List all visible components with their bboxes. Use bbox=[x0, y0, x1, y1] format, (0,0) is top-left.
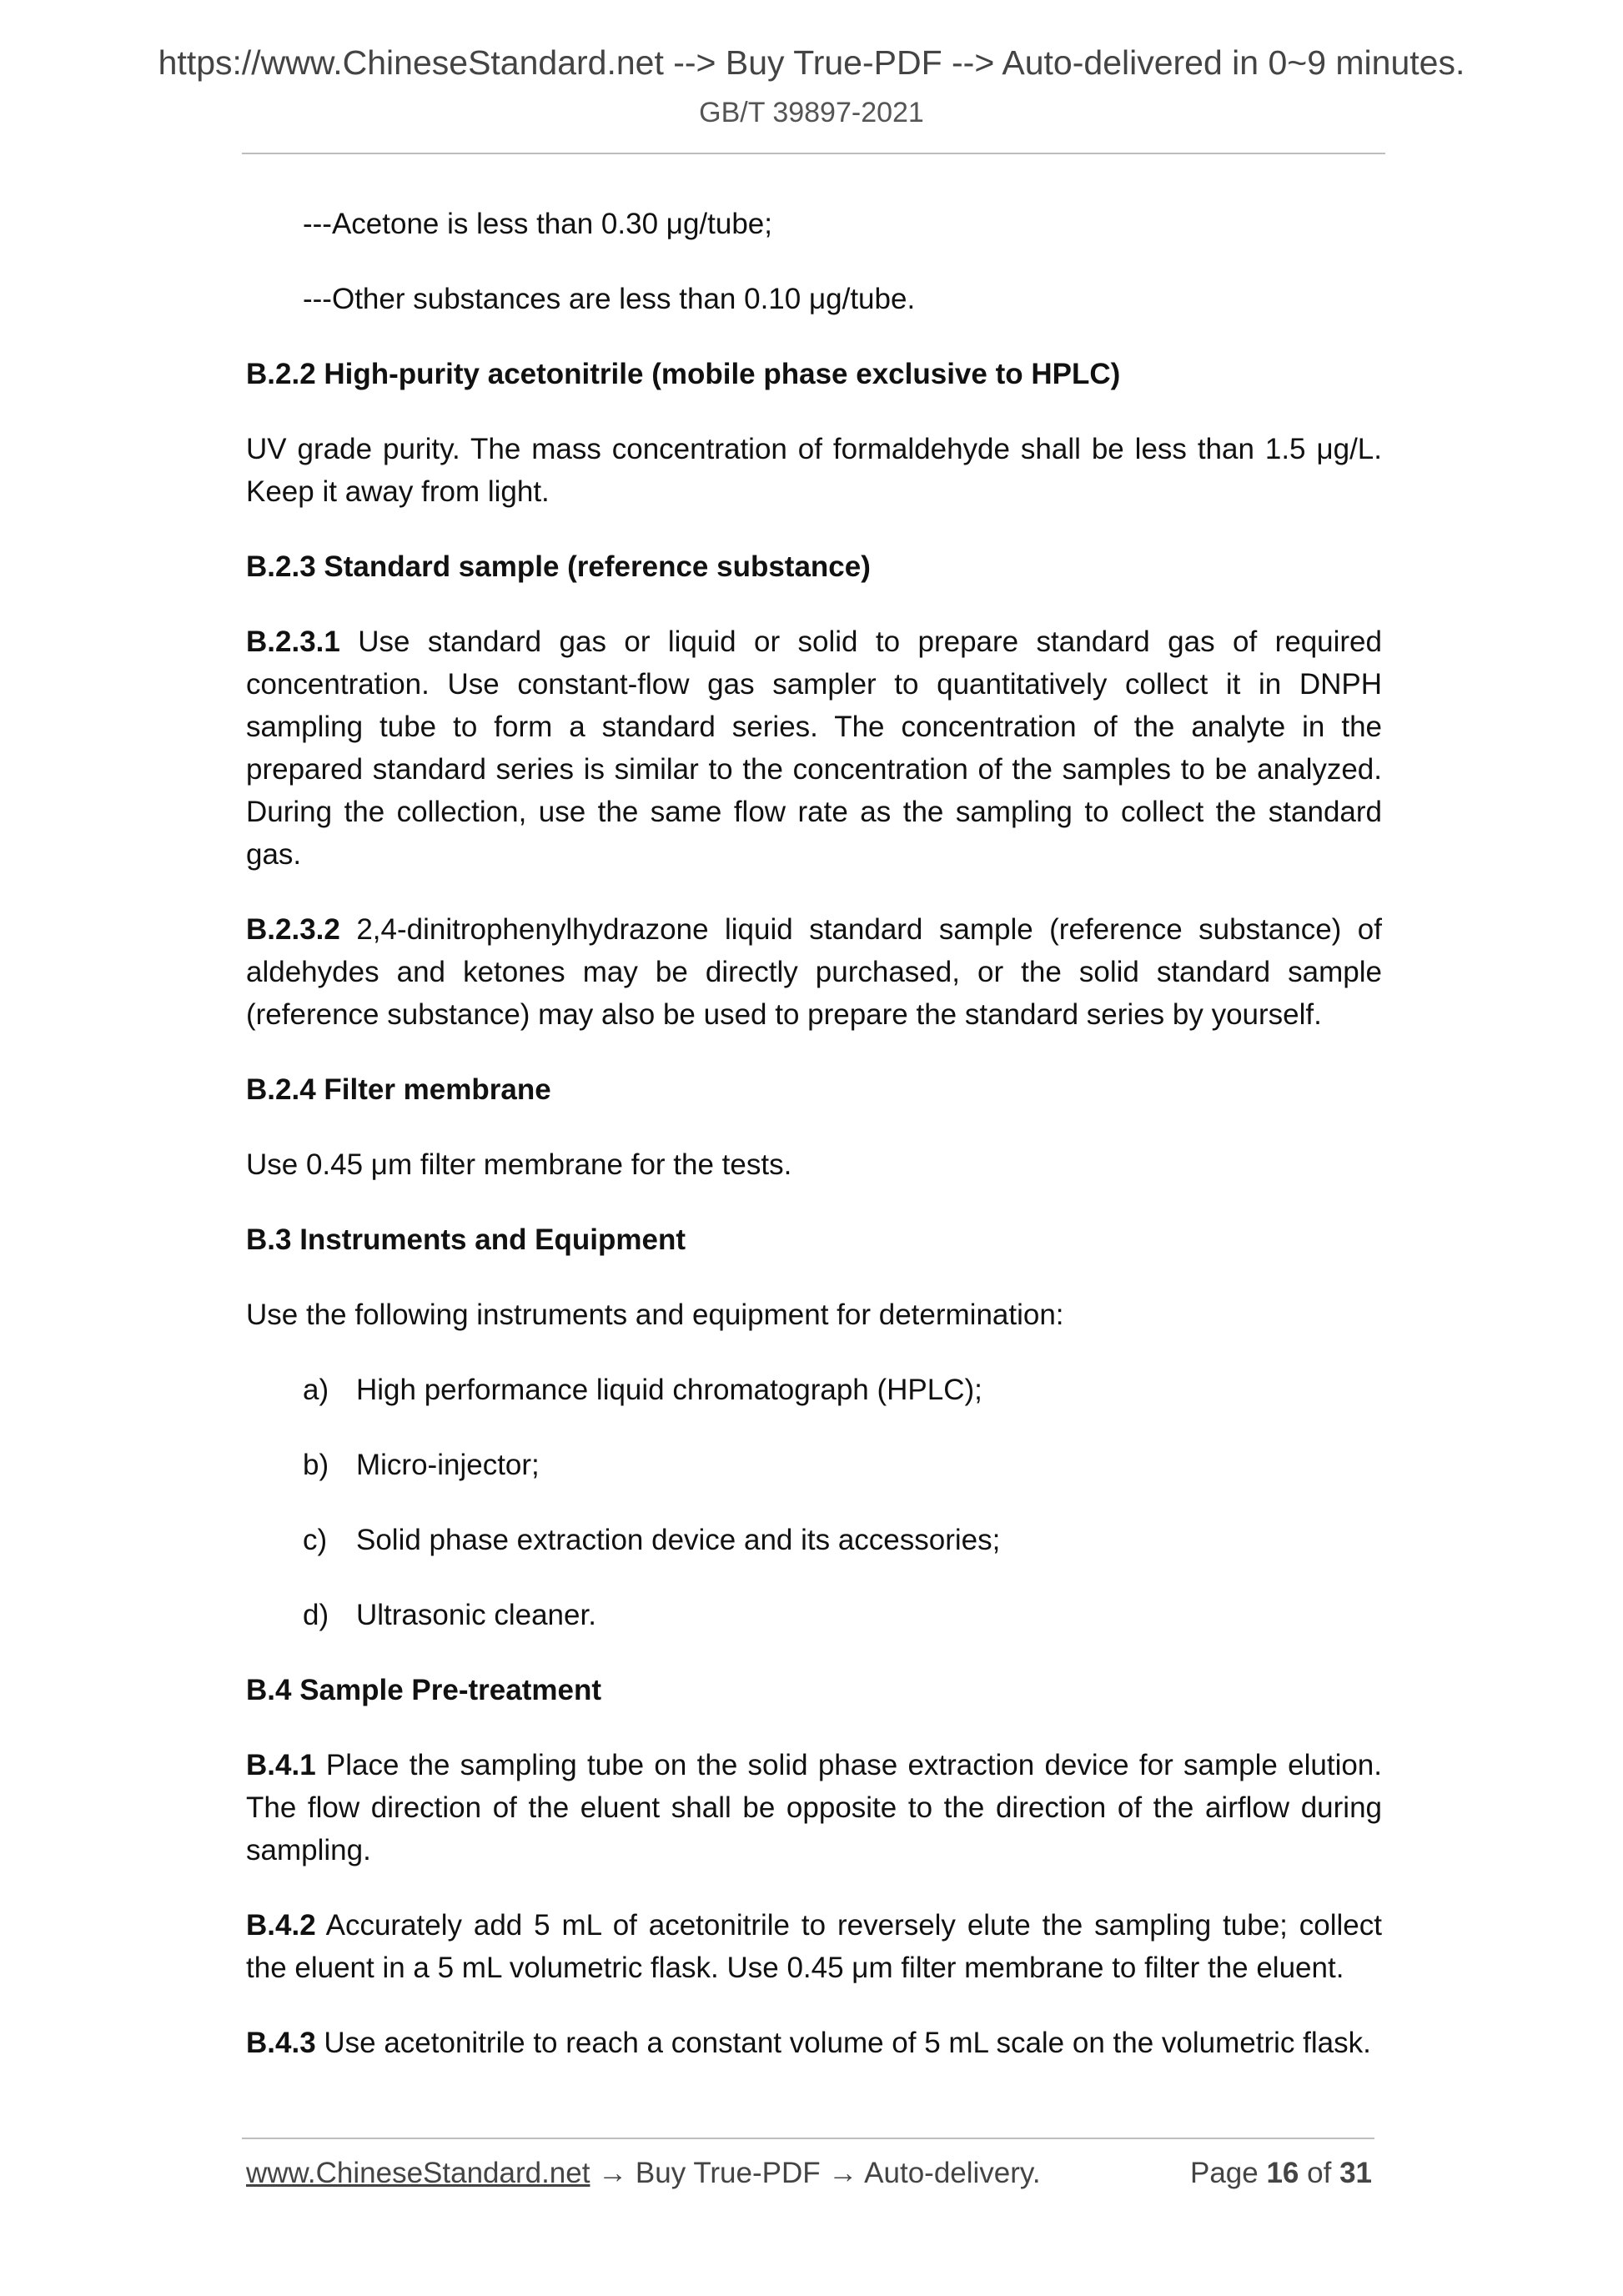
equipment-list bbox=[246, 1369, 1382, 1636]
page-footer bbox=[246, 2153, 1382, 2194]
acetone-limit-line: ---Acetone is less than 0.30 μg/tube; bbox=[303, 208, 772, 240]
clause-number: B.4.3 bbox=[246, 2027, 316, 2059]
clause-number: B.2.3.2 bbox=[246, 913, 340, 946]
footer-divider bbox=[242, 2138, 1374, 2139]
current-page: 16 bbox=[1266, 2157, 1299, 2189]
of-word: of bbox=[1307, 2157, 1332, 2189]
paragraph-b41 bbox=[246, 1744, 1382, 1871]
document-code: GB/T 39897-2021 bbox=[699, 97, 924, 128]
paragraph-b42 bbox=[246, 1904, 1382, 1989]
paragraph-b24: Use 0.45 μm filter membrane for the tests. bbox=[246, 1148, 792, 1181]
list-item bbox=[246, 1444, 1382, 1486]
list-item-text: Ultrasonic cleaner. bbox=[356, 1599, 596, 1631]
site-link[interactable]: www.ChineseStandard.net bbox=[246, 2157, 590, 2189]
page-number bbox=[1190, 2153, 1372, 2194]
list-item-text: Micro-injector; bbox=[356, 1449, 540, 1481]
heading-b3: B.3 Instruments and Equipment bbox=[246, 1223, 686, 1256]
clause-text: Place the sampling tube on the solid phase extraction device for sample elution. The flow direction of the eluent shall be opposite to the direction of the airflow during sampling. bbox=[246, 1749, 1382, 1866]
paragraph-b22: UV grade purity. The mass concentration of formaldehyde shall be less than 1.5 μg/L. Keep it away from light. bbox=[246, 433, 1382, 508]
clause-text: Use acetonitrile to reach a constant volume of 5 mL scale on the volumetric flask. bbox=[315, 2027, 1371, 2059]
list-marker: c) bbox=[303, 1524, 328, 1556]
paragraph-b231 bbox=[246, 620, 1382, 876]
clause-text: Use standard gas or liquid or solid to prepare standard gas of required concentration. Use constant-flow gas sampler to quantitatively collect it in DNPH sampling tube to form a standard series. The concentration of the analyte in the prepared standard series is similar to the concentration of the samples to be analyzed. During the collection, use the same flow rate as the sampling to collect the standard gas. bbox=[246, 625, 1382, 871]
paragraph-b3: Use the following instruments and equipment for determination: bbox=[246, 1299, 1064, 1331]
list-item bbox=[246, 1594, 1382, 1636]
header-divider bbox=[242, 153, 1385, 154]
top-banner: https://www.ChineseStandard.net --> Buy True-PDF --> Auto-delivered in 0~9 minutes. bbox=[158, 43, 1465, 82]
total-pages: 31 bbox=[1339, 2157, 1372, 2189]
heading-b4: B.4 Sample Pre-treatment bbox=[246, 1674, 601, 1706]
heading-b24: B.2.4 Filter membrane bbox=[246, 1073, 551, 1106]
list-marker: d) bbox=[303, 1599, 329, 1631]
other-substances-limit-line: ---Other substances are less than 0.10 μg/tube. bbox=[303, 283, 916, 315]
footer-tagline: → Buy True-PDF → Auto-delivery. bbox=[590, 2157, 1041, 2189]
heading-b23: B.2.3 Standard sample (reference substance) bbox=[246, 550, 871, 583]
clause-number: B.4.2 bbox=[246, 1909, 316, 1942]
clause-text: Accurately add 5 mL of acetonitrile to reversely elute the sampling tube; collect the eluent in a 5 mL volumetric flask. Use 0.45 μm filter membrane to filter the eluent. bbox=[246, 1909, 1382, 1984]
clause-number: B.2.3.1 bbox=[246, 625, 340, 658]
paragraph-b232 bbox=[246, 908, 1382, 1036]
clause-text: 2,4-dinitrophenylhydrazone liquid standard sample (reference substance) of aldehydes and ketones may be directly purchased, or the solid standard sample (reference substance) may also be used to prepare the standard series by yourself. bbox=[246, 913, 1382, 1031]
list-marker: b) bbox=[303, 1449, 329, 1481]
paragraph-b43 bbox=[246, 2022, 1382, 2064]
page-word: Page bbox=[1189, 2157, 1259, 2189]
page-content bbox=[246, 203, 1382, 2097]
list-item-text: Solid phase extraction device and its accessories; bbox=[356, 1524, 1001, 1556]
list-item bbox=[246, 1369, 1382, 1411]
heading-b22: B.2.2 High-purity acetonitrile (mobile phase exclusive to HPLC) bbox=[246, 358, 1121, 390]
list-marker: a) bbox=[303, 1374, 329, 1406]
list-item bbox=[246, 1519, 1382, 1561]
list-item-text: High performance liquid chromatograph (HPLC); bbox=[356, 1374, 982, 1406]
clause-number: B.4.1 bbox=[246, 1749, 316, 1781]
